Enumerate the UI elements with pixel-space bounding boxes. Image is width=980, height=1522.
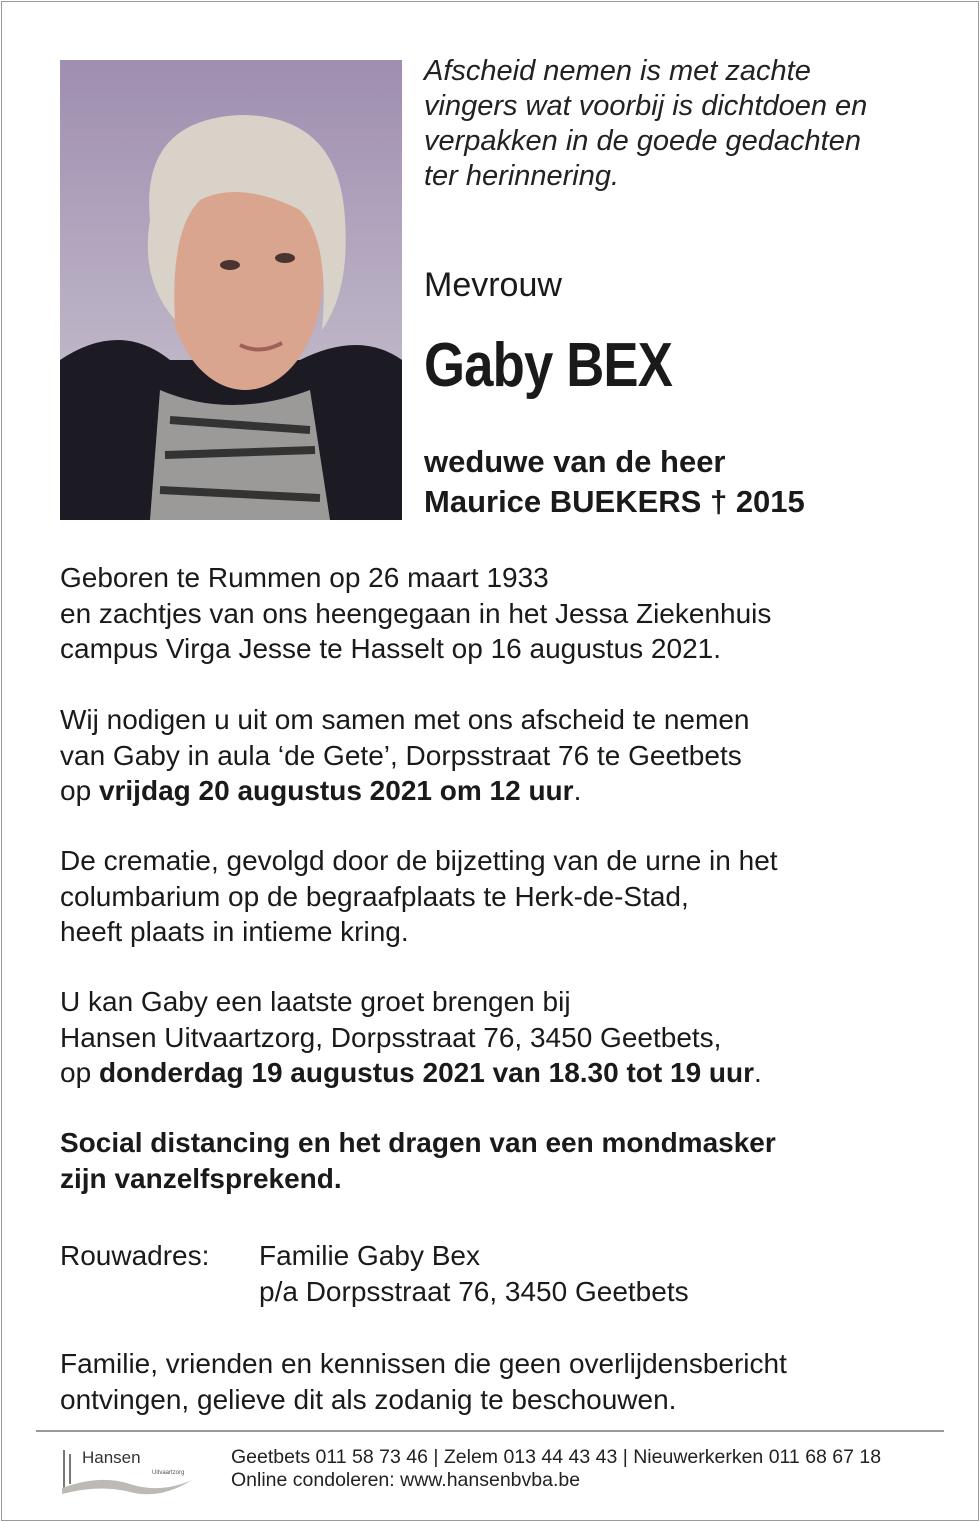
visitation-date: donderdag 19 augustus 2021 van 18.30 tot 19 uur [98, 1057, 755, 1088]
text-line: en zachtjes van ons heengegaan in het Jessa Ziekenhuis [60, 597, 772, 629]
text-line [60, 1055, 762, 1091]
text-line: Geboren te Rummen op 26 maart 1933 [60, 562, 549, 593]
phone-numbers: Geetbets 011 58 73 46 | Zelem 013 44 43 43 | Nieuwerkerken 011 68 67 18 [231, 1446, 882, 1468]
text-line: heeft plaats in intieme kring. [60, 916, 409, 947]
text-line: ontvingen, gelieve dit als zodanig te beschouwen. [60, 1383, 677, 1415]
text-line: Familie Gaby Bex [259, 1240, 480, 1271]
text: op [60, 775, 99, 806]
quote-line: Afscheid nemen is met zachte [424, 55, 811, 87]
memorial-quote [424, 54, 867, 194]
invitation-paragraph [60, 702, 749, 809]
text: . [573, 775, 582, 806]
visitation-paragraph [60, 984, 762, 1091]
deceased-name: Gaby BEX [424, 331, 673, 400]
logo-name: Hansen [82, 1448, 141, 1467]
quote-line: vingers wat voorbij is dichtdoen en [424, 90, 868, 122]
ceremony-date: vrijdag 20 augustus 2021 om 12 uur [98, 775, 574, 806]
text-line: Wij nodigen u uit om samen met ons afscheid te nemen [60, 704, 750, 735]
text-line: Hansen Uitvaartzorg, Dorpsstraat 76, 3450 Geetbets, [60, 1021, 722, 1053]
text-line: Social distancing en het dragen van een mondmasker [60, 1127, 776, 1158]
divider [36, 1430, 944, 1432]
closing-paragraph [60, 1346, 787, 1417]
footer-contact [231, 1446, 881, 1492]
cremation-paragraph [60, 843, 778, 950]
logo-subtitle: Uitvaartzorg [152, 1470, 185, 1476]
portrait-photo [60, 60, 402, 520]
text-line: Familie, vrienden en kennissen die geen overlijdensbericht [60, 1348, 787, 1379]
spouse-line: Maurice BUEKERS † 2015 [424, 484, 805, 519]
online-condolence-link[interactable]: Online condoleren: www.hansenbvba.be [231, 1469, 581, 1491]
text-line: p/a Dorpsstraat 76, 3450 Geetbets [259, 1276, 689, 1307]
text: op [60, 1057, 99, 1088]
text-line: zijn vanzelfsprekend. [60, 1162, 342, 1194]
birth-death-paragraph [60, 560, 771, 667]
title: Mevrouw [424, 266, 562, 304]
quote-line: ter herinnering. [424, 160, 620, 192]
distancing-notice [60, 1125, 776, 1196]
text-line [60, 773, 749, 809]
quote-line: verpakken in de goede gedachten [424, 125, 861, 157]
text: . [754, 1057, 762, 1088]
text-line: columbarium op de begraafplaats te Herk-de-Stad, [60, 880, 689, 912]
text-line: campus Virga Jesse te Hasselt op 16 augustus 2021. [60, 633, 721, 664]
hansen-logo [60, 1444, 192, 1496]
address-value [259, 1238, 689, 1310]
address-label: Rouwadres: [60, 1240, 210, 1271]
spouse-line: weduwe van de heer [424, 444, 726, 479]
spouse-info [424, 442, 805, 522]
text-line: U kan Gaby een laatste groet brengen bij [60, 986, 571, 1017]
text-line: De crematie, gevolgd door de bijzetting van de urne in het [60, 845, 778, 876]
text-line: van Gaby in aula ‘de Gete’, Dorpsstraat 76 te Geetbets [60, 739, 742, 771]
